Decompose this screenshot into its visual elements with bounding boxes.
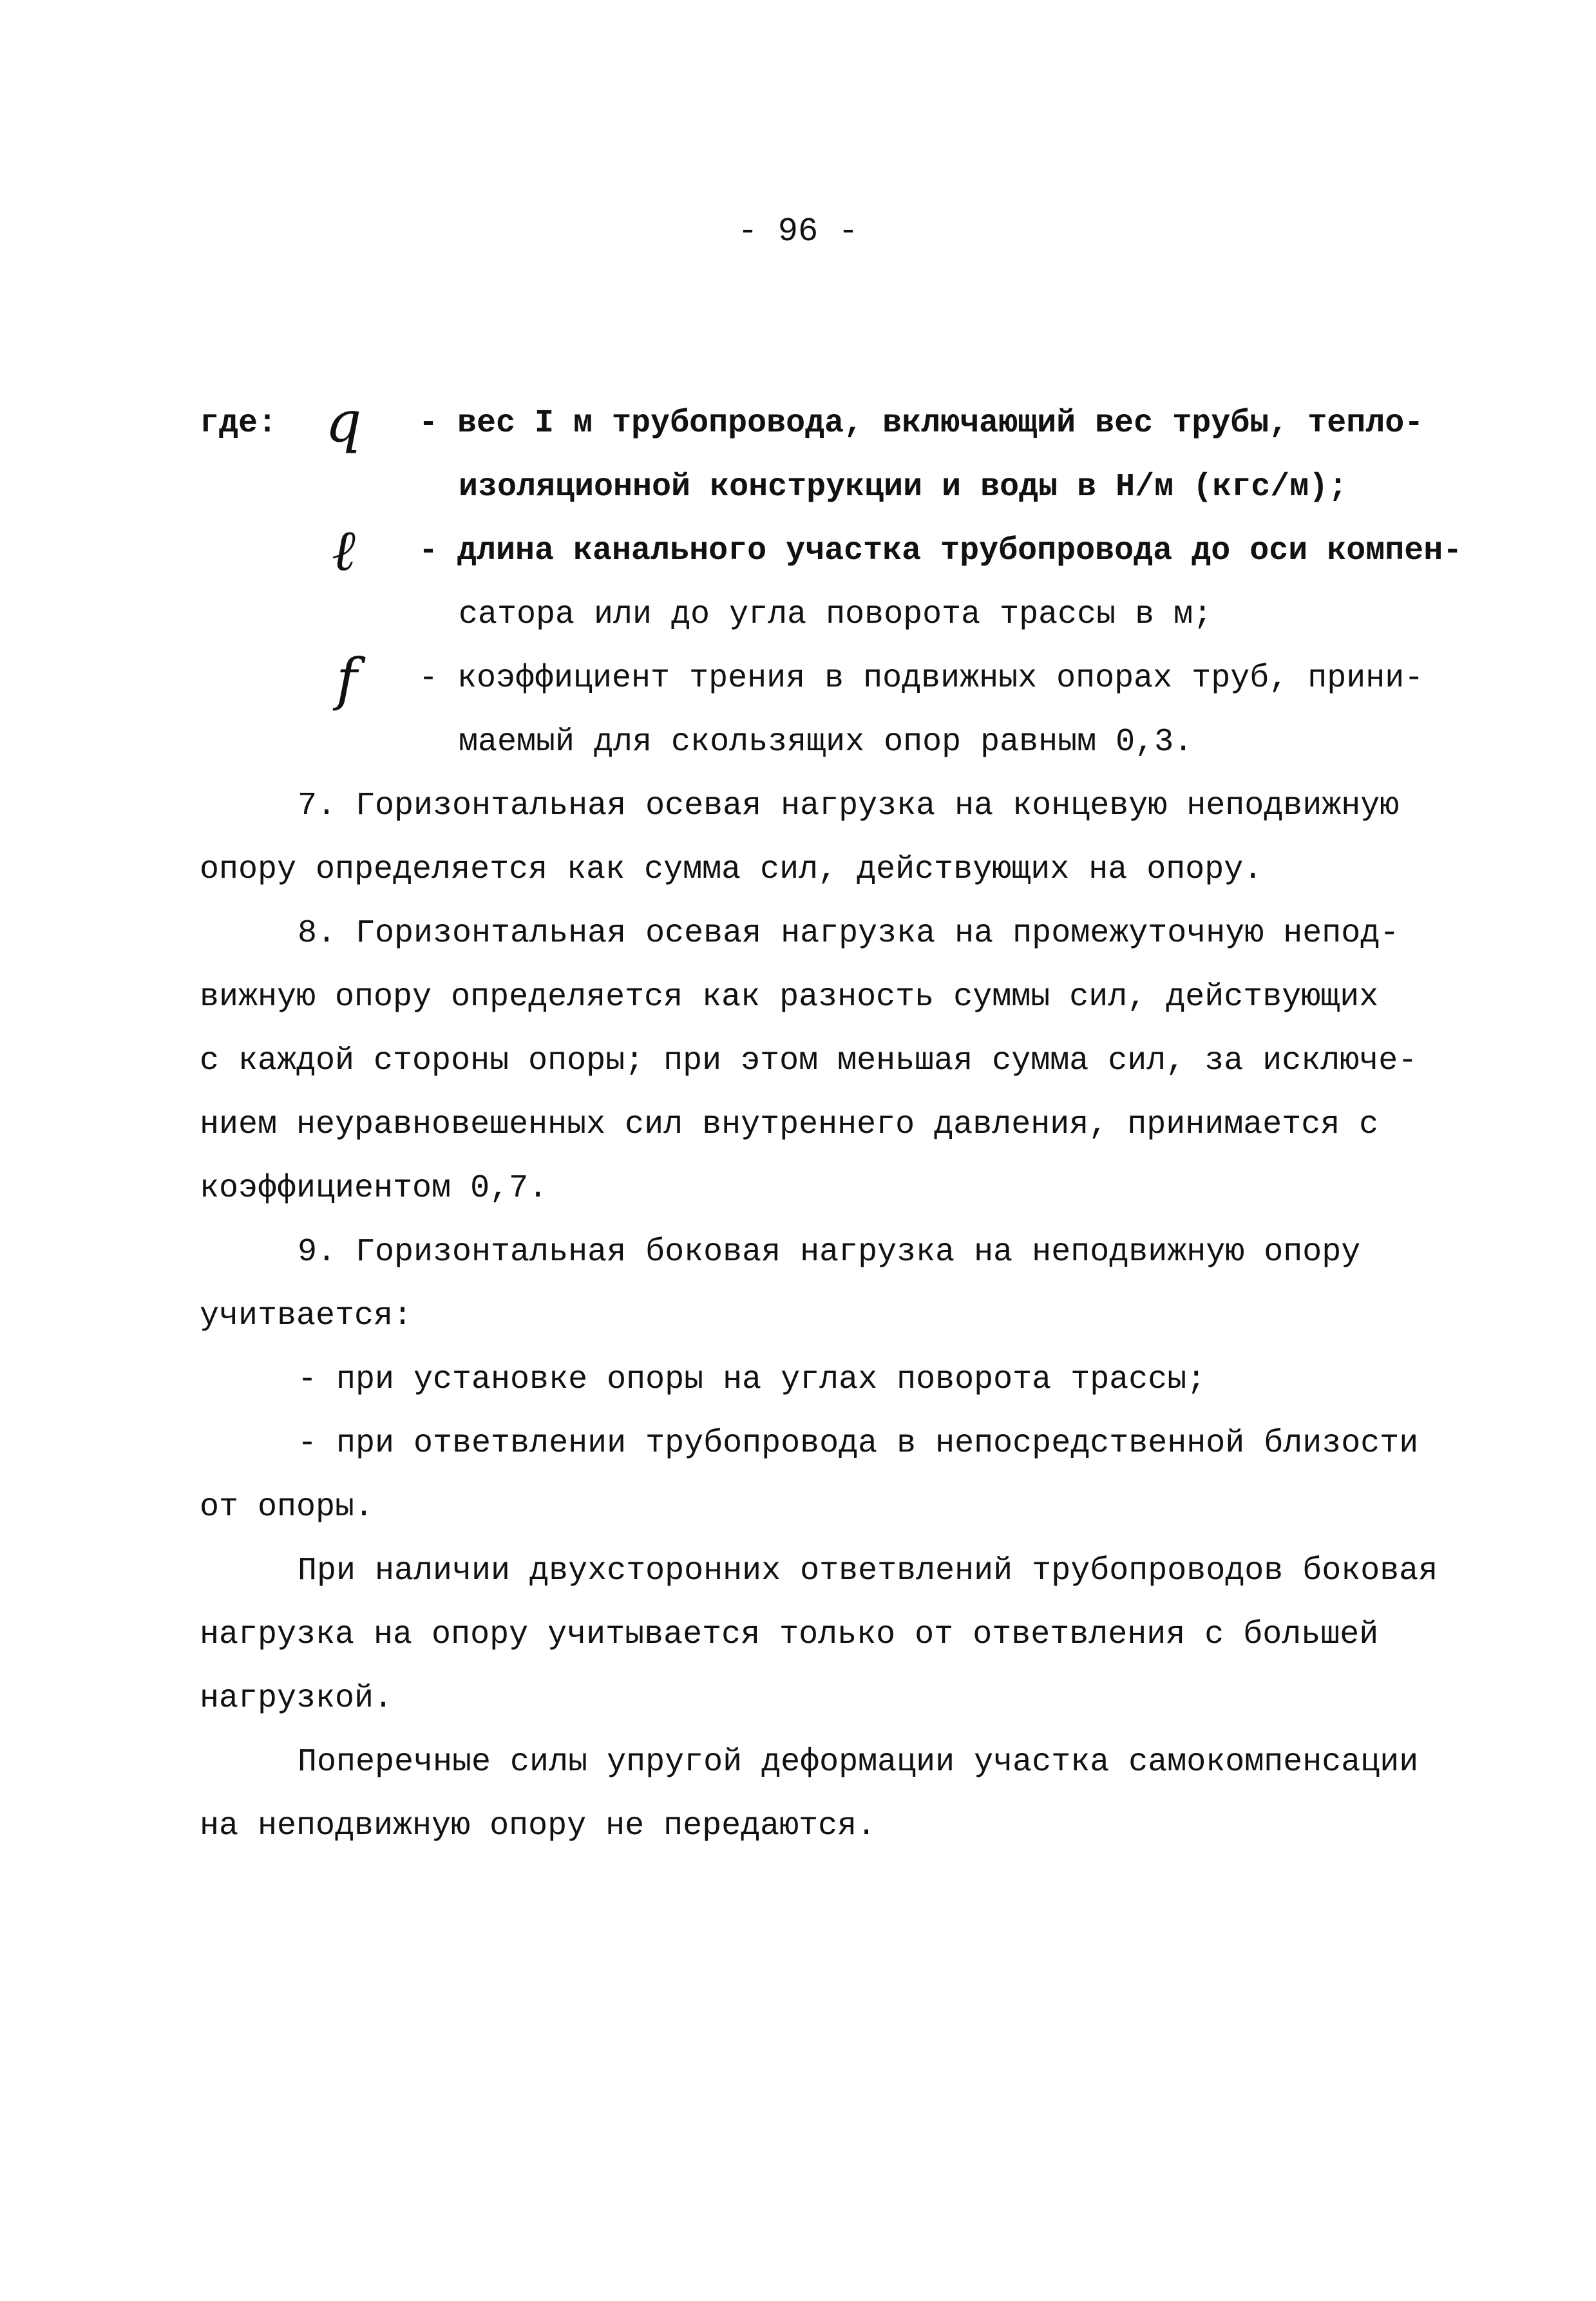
paragraph-9-line-1: 9. Горизонтальная боковая нагрузка на неподвижную опору — [298, 1234, 1361, 1271]
paragraph-7-line-2: опору определяется как сумма сил, действующих на опору. — [200, 851, 1263, 888]
symbol-q: q — [325, 388, 362, 455]
paragraph-8-line-4: нием неуравновешенных сил внутреннего давления, принимается с — [200, 1106, 1379, 1143]
definition-q-line-2: изоляционной конструкции и воды в Н/м (кгс/м); — [459, 469, 1348, 506]
definition-f-line-1: - коэффициент трения в подвижных опорах труб, прини- — [419, 660, 1424, 697]
page-number: - 96 - — [737, 213, 859, 251]
paragraph-8-line-1: 8. Горизонтальная осевая нагрузка на промежуточную непод- — [298, 915, 1400, 952]
paragraph-branches-line-3: нагрузкой. — [200, 1680, 394, 1717]
symbol-f: f — [336, 646, 357, 712]
paragraph-branches-line-2: нагрузка на опору учитывается только от ответвления с большей — [200, 1616, 1379, 1653]
paragraph-8-line-5: коэффициентом 0,7. — [200, 1170, 548, 1207]
definition-q-line-1: - вес I м трубопровода, включающий вес трубы, тепло- — [419, 405, 1424, 442]
definition-l-line-2: сатора или до угла поворота трассы в м; — [459, 596, 1213, 633]
paragraph-8-line-3: с каждой стороны опоры; при этом меньшая сумма сил, за исключе- — [200, 1043, 1418, 1079]
paragraph-9-line-2: учитвается: — [200, 1298, 413, 1334]
paragraph-branches-line-1: При наличии двухсторонних ответвлений трубопроводов боковая — [298, 1553, 1438, 1589]
definition-l-line-1: - длина канального участка трубопровода до оси компен- — [419, 533, 1463, 569]
bullet-2-line-1: - при ответвлении трубопровода в непосредственной близости — [298, 1425, 1419, 1462]
paragraph-7-line-1: 7. Горизонтальная осевая нагрузка на концевую неподвижную — [298, 788, 1400, 824]
bullet-2-line-2: от опоры. — [200, 1489, 374, 1526]
symbol-l: ℓ — [332, 517, 356, 583]
bullet-1-line-1: - при установке опоры на углах поворота трассы; — [298, 1361, 1206, 1398]
paragraph-8-line-2: вижную опору определяется как разность суммы сил, действующих — [200, 979, 1379, 1016]
where-label: где: — [200, 405, 278, 442]
definition-f-line-2: маемый для скользящих опор равным 0,3. — [459, 724, 1193, 761]
paragraph-transverse-line-2: на неподвижную опору не передаются. — [200, 1808, 877, 1844]
paragraph-transverse-line-1: Поперечные силы упругой деформации участка самокомпенсации — [298, 1744, 1419, 1781]
